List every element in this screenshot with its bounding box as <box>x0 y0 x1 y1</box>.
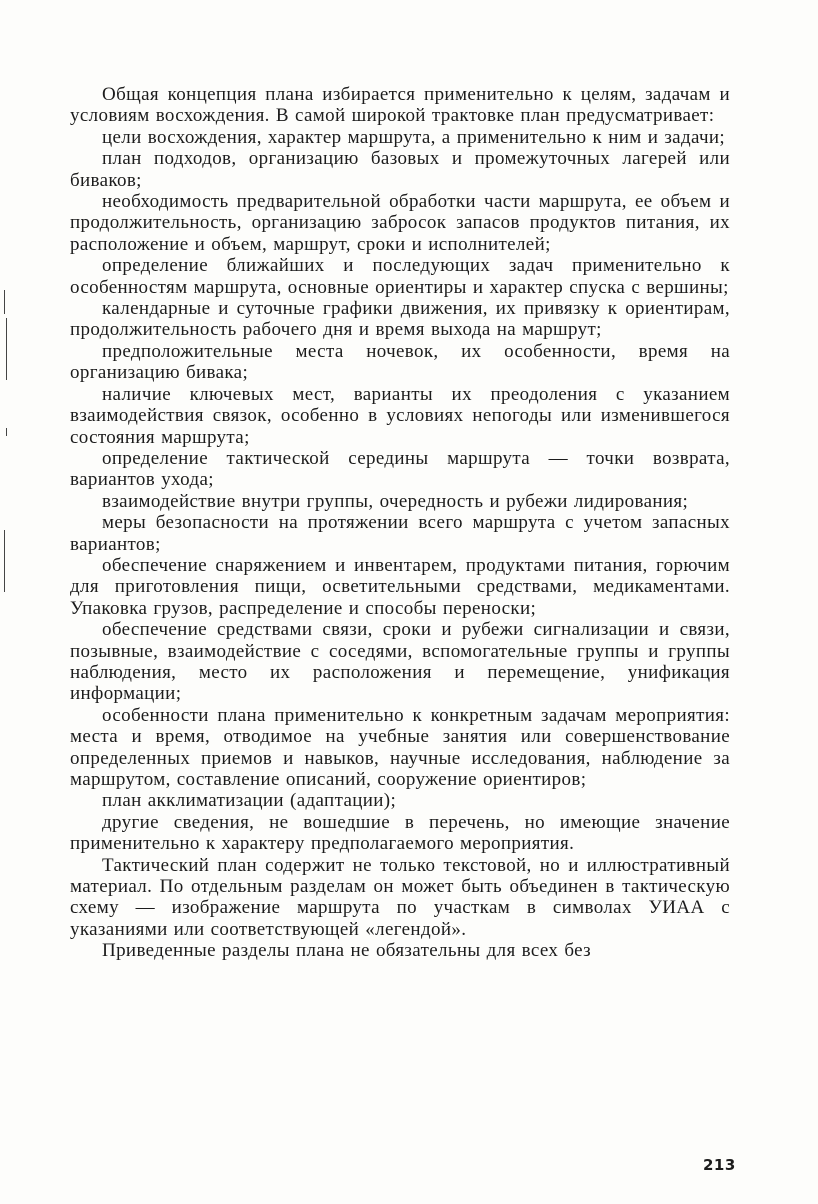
list-item-bivouacs: предположительные места ночевок, их особенности, время на организацию бивака; <box>70 340 730 384</box>
list-item-acclimatization: план акклиматизации (адаптации); <box>102 790 397 812</box>
list-item-group-interaction: взаимодействие внутри группы, очередность и рубежи лидирования; <box>102 490 689 512</box>
intro-paragraph: Общая концепция плана избирается применительно к целям, задачам и условиям восхождения. В самой широкой трактовке план предусматривает: <box>70 84 730 127</box>
list-item-approaches: план подходов, организацию базовых и промежуточных лагерей или биваков; <box>70 148 730 191</box>
list-item-plan-features: особенности плана применительно к конкретным задачам мероприятия: места и время, отводимое на учебные занятия или совершенствование определенных приемов и навыков, научные исследования, наблюдение за маршрутом, составление описаний, сооружение ориентиров; <box>70 704 730 790</box>
list-item-goals: цели восхождения, характер маршрута, а применительно к ним и задачи; <box>102 126 726 148</box>
list-item-schedules: календарные и суточные графики движения, их привязку к ориентирам, продолжительность рабочего дня и время выхода на маршрут; <box>70 298 730 341</box>
body-text <box>70 84 730 962</box>
list-item-tactical-middle: определение тактической середины маршрута — точки возврата, вариантов ухода; <box>70 447 730 491</box>
list-item-other: другие сведения, не вошедшие в перечень, но имеющие значение применительно к характеру предполагаемого мероприятия. <box>70 811 730 855</box>
list-item-safety: меры безопасности на протяжении всего маршрута с учетом запасных вариантов; <box>70 512 730 555</box>
list-item-key-places: наличие ключевых мест, варианты их преодоления с указанием взаимодействия связок, особенно в условиях непогоды или изменившегося состояния маршрута; <box>70 383 730 448</box>
page-number: 213 <box>703 1156 736 1174</box>
margin-mark <box>6 428 7 436</box>
margin-mark <box>6 318 7 380</box>
list-item-preparation: необходимость предварительной обработки части маршрута, ее объем и продолжительность, организацию забросок запасов продуктов питания, их расположение и объем, маршрут, сроки и исполнителей; <box>70 191 730 255</box>
list-item-tasks: определение ближайших и последующих задач применительно к особенностям маршрута, основные ориентиры и характер спуска с вершины; <box>70 255 730 298</box>
list-item-equipment: обеспечение снаряжением и инвентарем, продуктами питания, горючим для приготовления пищи, осветительными средствами, медикаментами. Упаковка грузов, распределение и способы переноски; <box>70 554 730 619</box>
list-item-communication: обеспечение средствами связи, сроки и рубежи сигнализации и связи, позывные, взаимодействие с соседями, вспомогательные группы и группы наблюдения, место их расположения и перемещение, унификация информации; <box>70 619 730 705</box>
tactical-plan-paragraph: Тактический план содержит не только текстовой, но и иллюстративный материал. По отдельным разделам он может быть объединен в тактическую схему — изображение маршрута по участкам в символах УИАА с указаниями или соответствующей «легендой». <box>70 854 730 940</box>
margin-mark <box>4 530 5 592</box>
closing-paragraph: Приведенные разделы плана не обязательны для всех без <box>102 940 591 962</box>
margin-mark <box>4 290 5 314</box>
